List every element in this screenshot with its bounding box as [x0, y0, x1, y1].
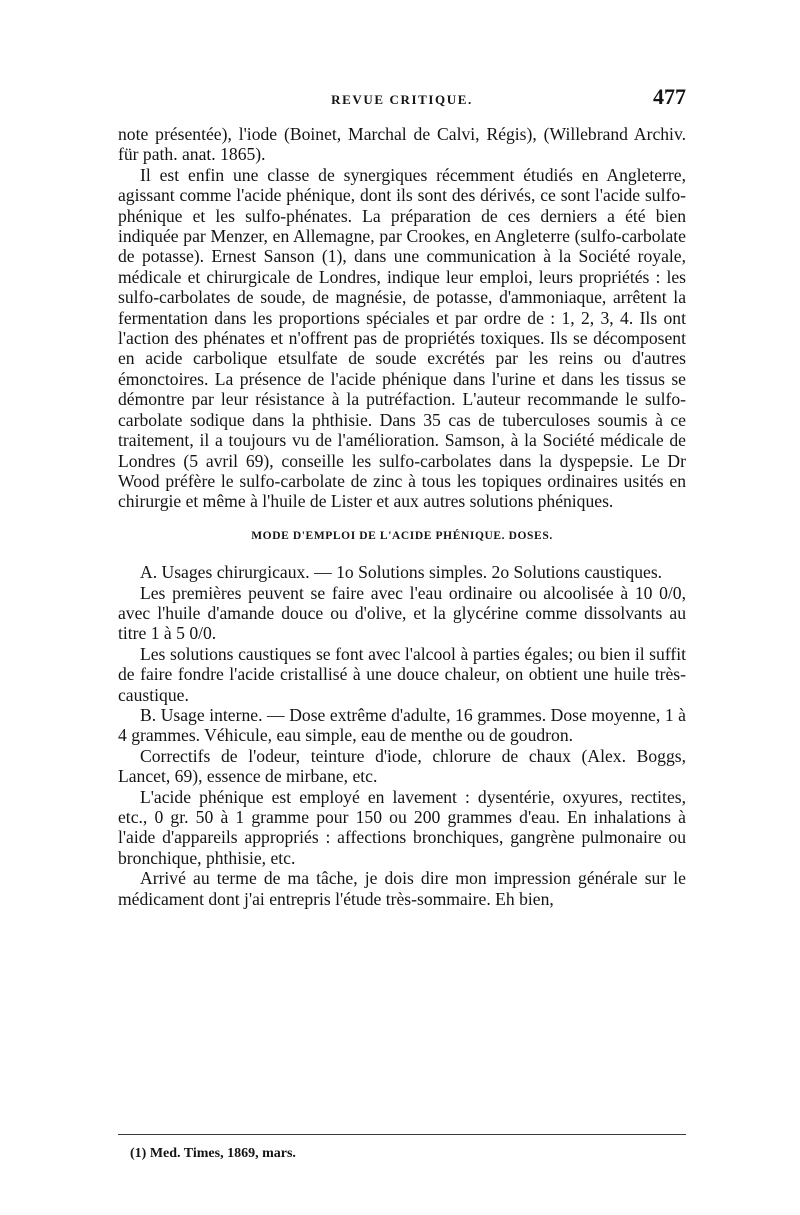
paragraph-usage-interne: B. Usage interne. — Dose extrême d'adulte, 16 grammes. Dose moyenne, 1 à 4 grammes. Véhicule, eau simple, eau de menthe ou de goudron.: [118, 704, 686, 746]
paragraph-synergiques: Il est enfin une classe de synergiques récemment étudiés en Angleterre, agissant comme l'acide phénique, dont ils sont des dérivés, ce sont l'acide sulfo-phénique et les sulfo-phénates. La préparation de ces derniers a été bien indiquée par Menzer, en Allemagne, par Crookes, en Angleterre (sulfo-carbolate de potasse). Ernest Sanson (1), dans une communication à la Société royale, médicale et chirurgicale de Londres, indique leur emploi, leurs propriétés : les sulfo-carbolates de soude, de magnésie, de potasse, d'ammoniaque, arrêtent la fermentation dans les proportions spéciales et par ordre de : 1, 2, 3, 4. Ils ont l'action des phénates et n'offrent pas de propriétés toxiques. Ils se décomposent en acide carbolique etsulfate de soude excrétés par les reins ou d'autres émonctoires. La présence de l'acide phénique dans l'urine et dans les tissus se démontre par leur résistance à la putréfaction. L'auteur recommande le sulfo-carbolate sodique dans la phthisie. Dans 35 cas de tuberculoses soumis à ce traitement, il a toujours vu de l'amélioration. Samson, à la Société médicale de Londres (5 avril 69), conseille les sulfo-carbolates dans la dyspepsie. Le Dr Wood préfère le sulfo-carbolate de zinc à tous les topiques ordinaires usités en chirurgie et même à l'huile de Lister et aux autres solutions phéniques.: [118, 164, 686, 512]
paragraph-usages-chirurgicaux: A. Usages chirurgicaux. — 1o Solutions simples. 2o Solutions caustiques.: [140, 562, 663, 583]
paragraph-solutions-caustiques: Les solutions caustiques se font avec l'alcool à parties égales; ou bien il suffit de faire fondre l'acide cristallisé à une douce chaleur, on obtient une huile très-caustique.: [118, 643, 686, 705]
main-text: [118, 124, 686, 909]
footnote: (1) Med. Times, 1869, mars.: [130, 1146, 296, 1161]
section-heading: MODE D'EMPLOI DE L'ACIDE PHÉNIQUE. DOSES.: [251, 529, 553, 542]
running-header: [118, 84, 686, 124]
book-page: [118, 84, 686, 1188]
paragraph-continuation: note présentée), l'iode (Boinet, Marchal de Calvi, Régis), (Willebrand Archiv. für path. anat. 1865).: [118, 124, 686, 165]
footnote-rule: [118, 1134, 686, 1135]
paragraph-conclusion: Arrivé au terme de ma tâche, je dois dire mon impression générale sur le médicament dont j'ai entrepris l'étude très-sommaire. Eh bien,: [118, 868, 686, 909]
paragraph-correctifs: Correctifs de l'odeur, teinture d'iode, chlorure de chaux (Alex. Boggs, Lancet, 69), essence de mirbane, etc.: [118, 745, 686, 787]
page-number: 477: [653, 84, 686, 109]
running-title: REVUE CRITIQUE.: [331, 92, 473, 107]
paragraph-solutions-simples: Les premières peuvent se faire avec l'eau ordinaire ou alcoolisée à 10 0/0, avec l'huile d'amande douce ou d'olive, et la glycérine comme dissolvants au titre 1 à 5 0/0.: [118, 582, 686, 644]
paragraph-lavement: L'acide phénique est employé en lavement : dysentérie, oxyures, rectites, etc., 0 gr. 50 à 1 gramme pour 150 ou 200 grammes d'eau. En inhalations à l'aide d'appareils appropriés : affections bronchiques, gangrène pulmonaire ou bronchique, phthisie, etc.: [118, 786, 686, 868]
